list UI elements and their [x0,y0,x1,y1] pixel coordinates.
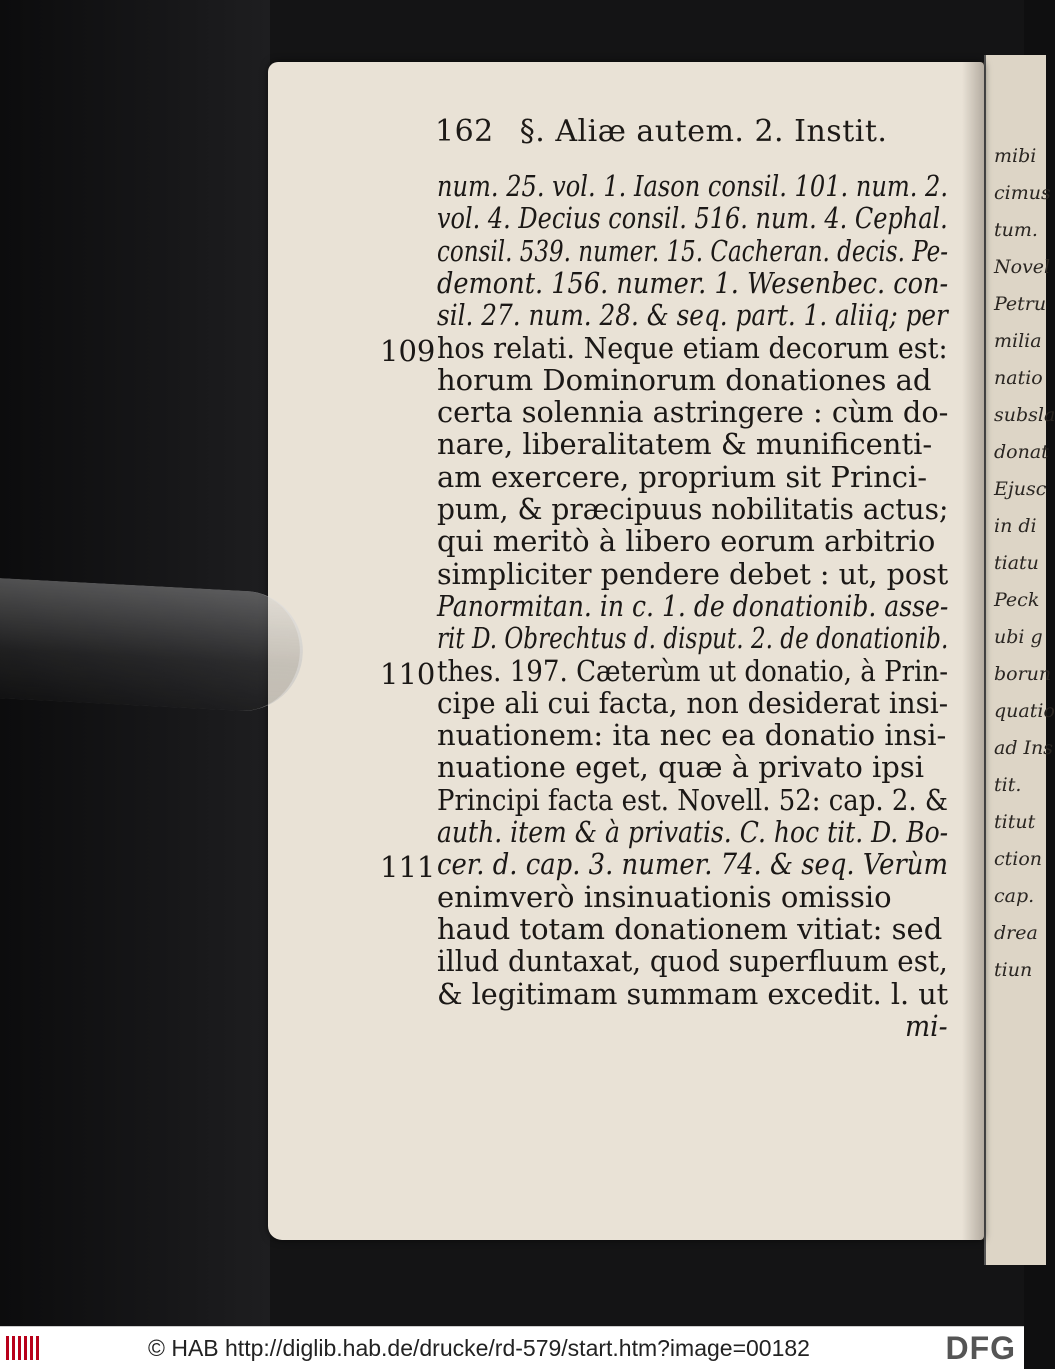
facing-page-fragment: tit. [994,774,1022,796]
text-line: num. 25. vol. 1. Iason consil. 101. num. 2. [437,169,949,203]
text-line: demont. 156. numer. 1. Wesenbec. con- [437,265,949,300]
facing-page-fragment: in di [994,515,1037,537]
facing-page-fragment: ction [994,848,1043,870]
text-line: qui meritò à libero eorum arbitrio [437,524,936,559]
dfg-logo: DFG [945,1330,1016,1366]
text-line: enimverò insinuationis omissio [437,879,892,914]
text-line: mi- [905,1008,948,1043]
facing-page-fragment: natio [994,367,1043,389]
text-line: nuatione eget, quæ à privato ipsi [437,750,924,785]
page-number: 162 [435,114,494,149]
facing-page-fragment: subsla [994,404,1055,426]
page-gutter-shadow [962,62,984,1240]
text-line: vol. 4. Decius consil. 516. num. 4. Cephal. [437,201,948,236]
facing-page-fragment: ubi g [994,626,1043,648]
text-line: thes. 197. Cæterùm ut donatio, à Prin- [437,653,949,688]
glass-page-weight [0,576,306,714]
facing-page-fragment: tiun [994,959,1033,981]
text-line: Principi facta est. Novell. 52: cap. 2. & [437,782,948,817]
text-line: cipe ali cui facta, non desiderat insi- [437,685,949,720]
facing-page-fragment: drea [994,922,1038,944]
text-line: hos relati. Neque etiam decorum est: [437,330,948,365]
text-line: rit D. Obrechtus d. disput. 2. de donationib. [437,621,949,656]
text-line: haud totam donationem vitiat: sed [437,911,943,946]
facing-page-edge [984,55,1055,1265]
text-line: sil. 27. num. 28. & seq. part. 1. aliiq; per [437,298,948,333]
text-line: horum Dominorum donationes ad [437,362,932,397]
facing-page-fragment: Ejusc [994,478,1047,500]
margin-number: 110 [380,656,436,691]
facing-page-fragment: ad Ins [994,737,1054,759]
text-line: illud duntaxat, quod superfluum est, [437,944,948,979]
text-line: simpliciter pendere debet : ut, post [437,556,949,591]
text-line: am exercere, proprium sit Princi- [437,459,928,494]
footer-credit-link[interactable]: © HAB http://diglib.hab.de/drucke/rd-579/start.htm?image=00182 [148,1335,810,1361]
margin-number: 111 [380,850,436,885]
footer-bar [0,1326,1024,1369]
text-line: cer. d. cap. 3. numer. 74. & seq. Verùm [437,847,948,882]
text-line: certa solennia astringere : cùm do- [437,395,949,430]
facing-page-fragment: mibi [994,145,1037,167]
facing-page-fragment: cap. [994,885,1035,907]
facing-page-fragment: Petru [994,293,1047,315]
facing-page-fragment: tum. [994,219,1038,241]
facing-page-fragment: borun [994,663,1052,685]
margin-number: 109 [380,333,436,368]
facing-page-fragment: titut [994,811,1036,833]
page-header [435,114,887,149]
facing-page-fragment: Novel [994,256,1051,278]
facing-page-fragment: Peck [994,589,1040,611]
text-line: consil. 539. numer. 15. Cacheran. decis. Pe- [437,233,949,268]
text-line: nuationem: ita nec ea donatio insi- [437,718,947,753]
text-line: & legitimam summam excedit. l. ut [437,976,949,1011]
text-line: Panormitan. in c. 1. de donationib. asse- [437,588,949,623]
facing-page-fragment: cimus [994,182,1051,204]
running-title: §. Aliæ autem. 2. Instit. [519,114,888,149]
facing-page-fragment: tiatu [994,552,1039,574]
text-line: pum, & præcipuus nobilitatis actus; [437,492,949,526]
facing-page-fragment: donat [994,441,1049,463]
hab-logo-icon [6,1336,42,1360]
text-line: nare, liberalitatem & munificenti- [437,427,933,462]
facing-page-fragment: milia [994,330,1042,352]
text-line: auth. item & à privatis. C. hoc tit. D. Bo- [437,815,949,849]
facing-page-fragment: quatio [994,700,1055,722]
